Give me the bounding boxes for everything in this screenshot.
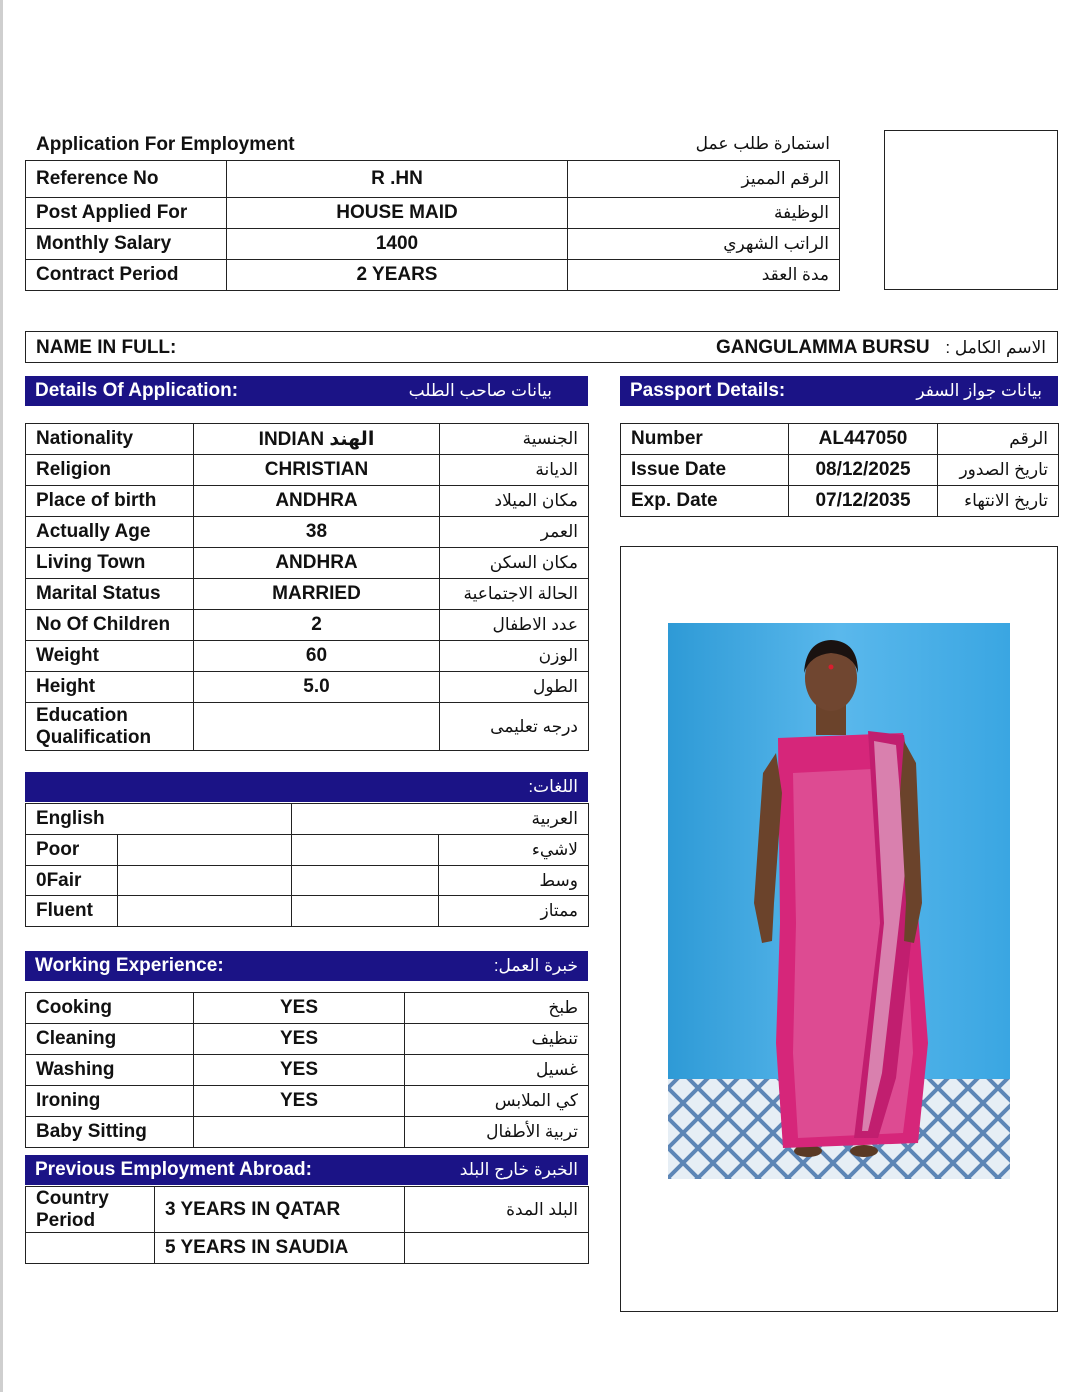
poor-arabic-cell (292, 835, 439, 866)
fluent-label: Fluent (26, 896, 118, 927)
passport-number-label-ar: الرقم (938, 424, 1059, 455)
abroad-header-ar: الخبرة خارج البلد (459, 1160, 578, 1179)
full-name-label-ar: الاسم الكامل : (945, 338, 1046, 357)
height-value: 5.0 (194, 672, 440, 703)
contract-value: 2 YEARS (227, 260, 568, 291)
form-title: Application For Employment (36, 134, 295, 155)
abroad-empty-cell (26, 1233, 155, 1264)
marital-status-value: MARRIED (194, 579, 440, 610)
education-label (26, 703, 194, 751)
post-label-ar: الوظيفة (568, 198, 840, 229)
page-edge (0, 0, 3, 1392)
small-photo-box (884, 130, 1058, 290)
fluent-label-ar: ممتاز (439, 896, 589, 927)
ironing-label-ar: كي الملابس (405, 1086, 589, 1117)
passport-table (620, 423, 1059, 517)
languages-table (25, 803, 589, 927)
passport-number-label: Number (621, 424, 789, 455)
fluent-arabic-cell (292, 896, 439, 927)
details-table (25, 423, 589, 751)
abroad-entry-2: 5 YEARS IN SAUDIA (155, 1233, 405, 1264)
languages-header-bar (25, 772, 588, 802)
washing-label: Washing (26, 1055, 194, 1086)
ironing-value: YES (194, 1086, 405, 1117)
living-town-label: Living Town (26, 548, 194, 579)
salary-value: 1400 (227, 229, 568, 260)
post-label: Post Applied For (26, 198, 227, 229)
religion-label: Religion (26, 455, 194, 486)
height-label-ar: الطول (440, 672, 589, 703)
exp-date-value: 07/12/2035 (789, 486, 938, 517)
children-label-ar: عدد الاطفال (440, 610, 589, 641)
period-label: Period (36, 1209, 96, 1231)
abroad-header: Previous Employment Abroad: (35, 1159, 312, 1180)
birthplace-label-ar: مكان الميلاد (440, 486, 589, 517)
passport-header: Passport Details: (630, 380, 786, 401)
washing-value: YES (194, 1055, 405, 1086)
cleaning-label-ar: تنظيف (405, 1024, 589, 1055)
children-value: 2 (194, 610, 440, 641)
applicant-photo (668, 623, 1010, 1179)
living-town-label-ar: مكان السكن (440, 548, 589, 579)
full-name-row (25, 331, 1058, 363)
children-label: No Of Children (26, 610, 194, 641)
fair-label: 0Fair (26, 866, 118, 896)
education-label-ar: درجه تعليمى (440, 703, 589, 751)
fluent-english-cell (118, 896, 292, 927)
passport-header-ar: بيانات جواز السفر (916, 381, 1042, 400)
poor-label: Poor (26, 835, 118, 866)
form-title-arabic: استمارة طلب عمل (695, 134, 830, 153)
education-value (194, 703, 440, 751)
issue-date-label-ar: تاريخ الصدور (938, 455, 1059, 486)
marital-status-label: Marital Status (26, 579, 194, 610)
passport-header-bar (620, 376, 1058, 406)
ironing-label: Ironing (26, 1086, 194, 1117)
reference-label: Reference No (26, 161, 227, 198)
languages-header-ar: اللغات: (528, 777, 578, 796)
education-label-line1: Education (36, 704, 128, 726)
experience-table (25, 992, 589, 1148)
cooking-value: YES (194, 993, 405, 1024)
job-info-table (25, 160, 840, 291)
age-label: Actually Age (26, 517, 194, 548)
english-label: English (26, 804, 292, 835)
exp-date-label: Exp. Date (621, 486, 789, 517)
nationality-label: Nationality (26, 424, 194, 455)
weight-label-ar: الوزن (440, 641, 589, 672)
abroad-entry-1: 3 YEARS IN QATAR (155, 1187, 405, 1233)
marital-status-label-ar: الحالة الاجتماعية (440, 579, 589, 610)
salary-label-ar: الراتب الشهري (568, 229, 840, 260)
abroad-table (25, 1186, 589, 1264)
fair-label-ar: وسط (439, 866, 589, 896)
contract-label: Contract Period (26, 260, 227, 291)
salary-label: Monthly Salary (26, 229, 227, 260)
cleaning-label: Cleaning (26, 1024, 194, 1055)
religion-label-ar: الديانة (440, 455, 589, 486)
experience-header-bar (25, 951, 588, 981)
full-name-value: GANGULAMMA BURSU (716, 337, 930, 358)
nationality-label-ar: الجنسية (440, 424, 589, 455)
cleaning-value: YES (194, 1024, 405, 1055)
birthplace-label: Place of birth (26, 486, 194, 517)
education-label-line2: Qualification (36, 726, 152, 748)
exp-date-label-ar: تاريخ الانتهاء (938, 486, 1059, 517)
contract-label-ar: مدة العقد (568, 260, 840, 291)
nationality-value: INDIAN الهند (194, 424, 440, 455)
fair-english-cell (118, 866, 292, 896)
age-value: 38 (194, 517, 440, 548)
country-period-label (26, 1187, 155, 1233)
cooking-label: Cooking (26, 993, 194, 1024)
country-label: Country (36, 1187, 109, 1209)
details-header-ar: بيانات صاحب الطلب (408, 381, 552, 400)
baby-sitting-value (194, 1117, 405, 1148)
arabic-label: العربية (292, 804, 589, 835)
country-period-label-ar: البلد المدة (405, 1187, 589, 1233)
issue-date-value: 08/12/2025 (789, 455, 938, 486)
fair-arabic-cell (292, 866, 439, 896)
full-name-label: NAME IN FULL: (36, 337, 177, 358)
experience-header-ar: خبرة العمل: (493, 956, 578, 975)
washing-label-ar: غسيل (405, 1055, 589, 1086)
post-value: HOUSE MAID (227, 198, 568, 229)
living-town-value: ANDHRA (194, 548, 440, 579)
weight-value: 60 (194, 641, 440, 672)
age-label-ar: العمر (440, 517, 589, 548)
abroad-header-bar (25, 1155, 588, 1185)
abroad-empty-cell-ar (405, 1233, 589, 1264)
height-label: Height (26, 672, 194, 703)
reference-label-ar: الرقم المميز (568, 161, 840, 198)
issue-date-label: Issue Date (621, 455, 789, 486)
baby-sitting-label: Baby Sitting (26, 1117, 194, 1148)
religion-value: CHRISTIAN (194, 455, 440, 486)
poor-english-cell (118, 835, 292, 866)
baby-sitting-label-ar: تربية الأطفال (405, 1117, 589, 1148)
details-header-bar (25, 376, 588, 406)
poor-label-ar: لاشيء (439, 835, 589, 866)
birthplace-value: ANDHRA (194, 486, 440, 517)
cooking-label-ar: طبخ (405, 993, 589, 1024)
passport-number-value: AL447050 (789, 424, 938, 455)
experience-header: Working Experience: (35, 955, 224, 976)
reference-value: R .HN (227, 161, 568, 198)
details-header: Details Of Application: (35, 380, 239, 401)
weight-label: Weight (26, 641, 194, 672)
